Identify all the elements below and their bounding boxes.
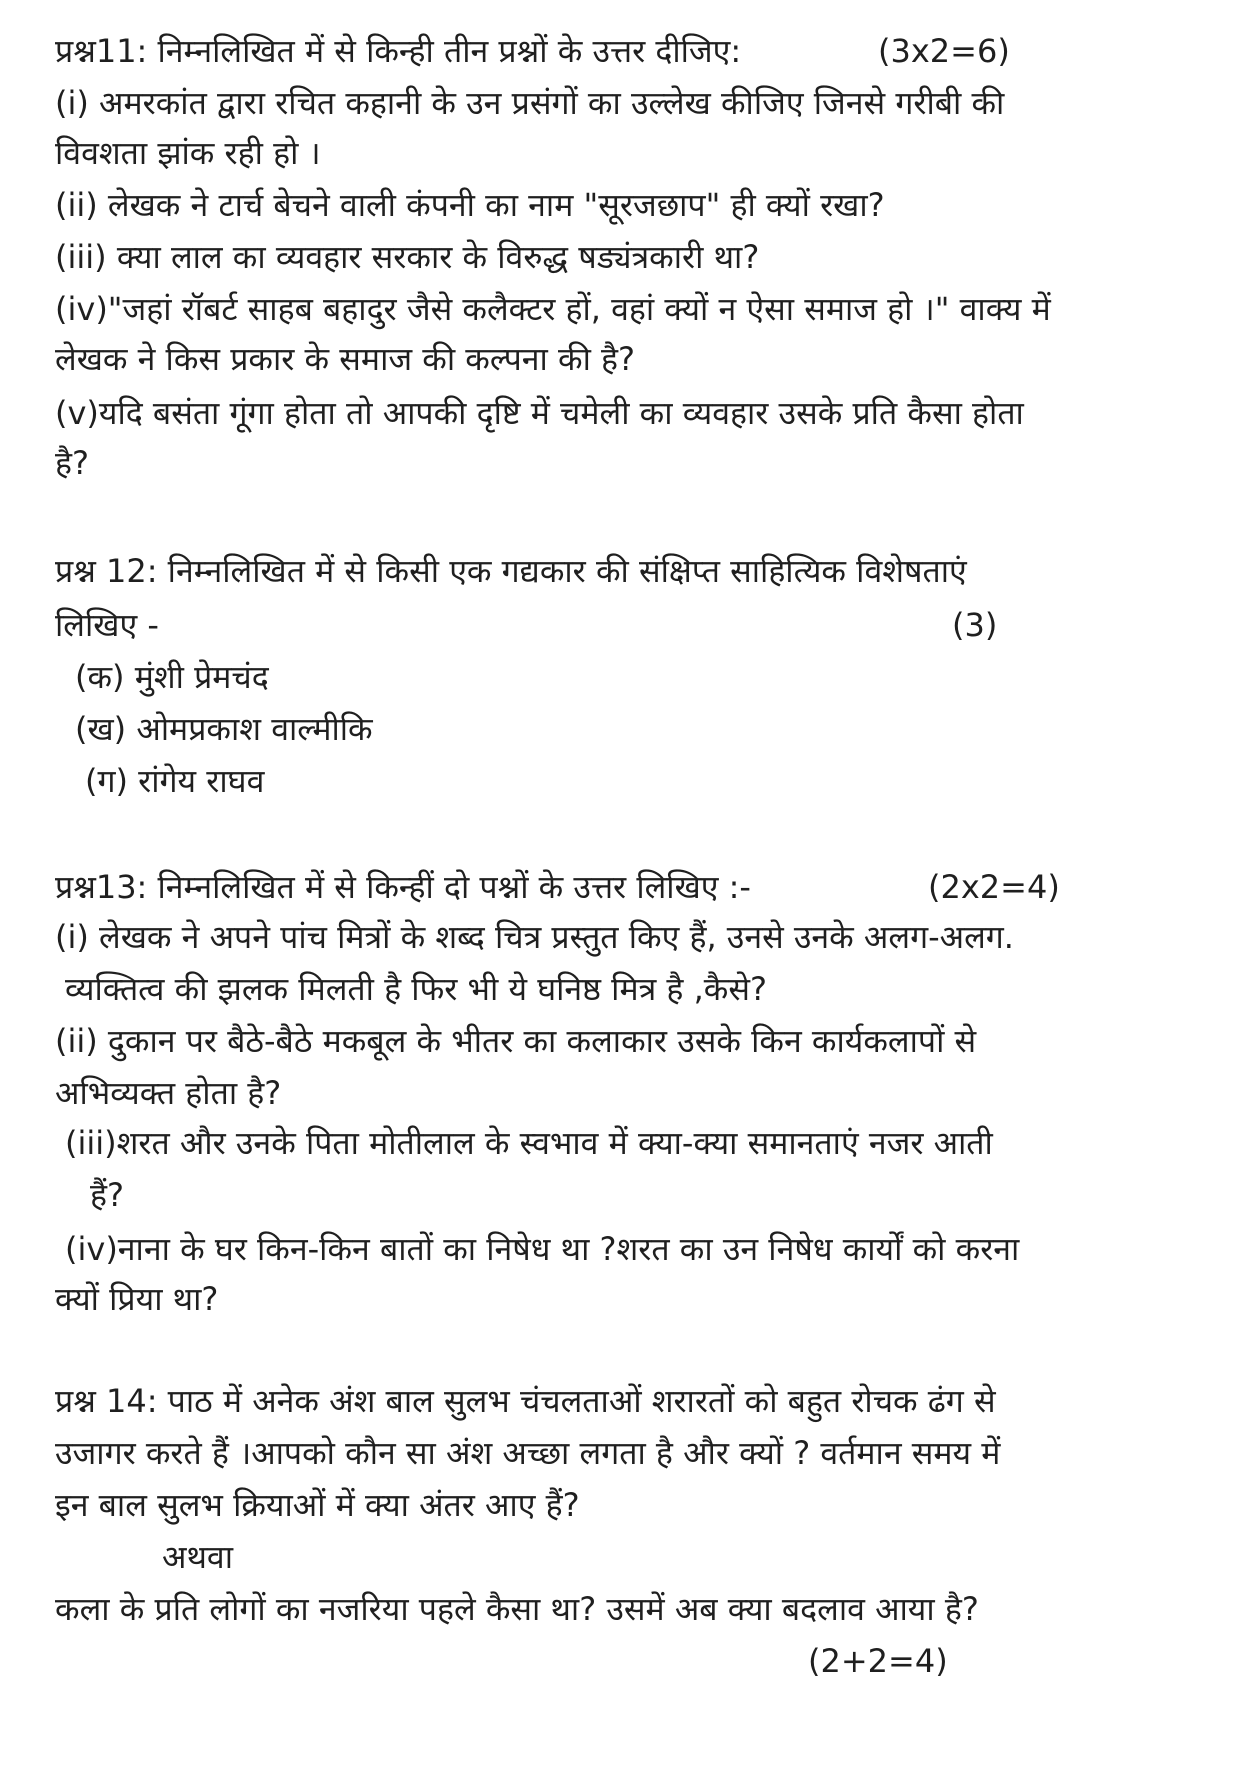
q11-item-i-line1: (i) अमरकांत द्वारा रचित कहानी के उन प्रसंगों का उल्लेख कीजिए जिनसे गरीबी की <box>55 84 1005 122</box>
q12-option-kha: (ख) ओमप्रकाश वाल्मीकि <box>75 710 373 748</box>
q11-item-iv-line1: (iv)"जहां रॉबर्ट साहब बहादुर जैसे कलैक्टर हों, वहां क्यों न ऐसा समाज हो ।" वाक्य में <box>55 290 1051 328</box>
q13-item-i-line1: (i) लेखक ने अपने पांच मित्रों के शब्द चित्र प्रस्तुत किए हैं, उनसे उनके अलग-अलग. <box>55 918 1014 956</box>
q13-marks: (2x2=4) <box>928 868 1060 906</box>
q12-title-line1: प्रश्न 12: निम्नलिखित में से किसी एक गद्यकार की संक्षिप्त साहित्यिक विशेषताएं <box>55 552 967 590</box>
q12-title-line2: लिखिए - <box>55 606 159 644</box>
q11-item-ii: (ii) लेखक ने टार्च बेचने वाली कंपनी का नाम "सूरजछाप" ही क्यों रखा? <box>55 186 885 224</box>
q14-or: अथवा <box>162 1538 233 1576</box>
q14-line2: उजागर करते हैं ।आपको कौन सा अंश अच्छा लगता है और क्यों ? वर्तमान समय में <box>55 1434 1001 1472</box>
q13-item-iv-line2: क्यों प्रिया था? <box>55 1280 219 1318</box>
q12-option-ga: (ग) रांगेय राघव <box>85 762 265 800</box>
q13-item-iii-line2: हैं? <box>90 1176 124 1214</box>
q14-line3: इन बाल सुलभ क्रियाओं में क्या अंतर आए हैं? <box>55 1486 580 1524</box>
q12-option-ka: (क) मुंशी प्रेमचंद <box>75 658 269 696</box>
q11-item-v-line1: (v)यदि बसंता गूंगा होता तो आपकी दृष्टि में चमेली का व्यवहार उसके प्रति कैसा होता <box>55 394 1024 432</box>
q13-item-iv-line1: (iv)नाना के घर किन-किन बातों का निषेध था ?शरत का उन निषेध कार्यों को करना <box>65 1230 1020 1268</box>
q11-marks: (3x2=6) <box>878 32 1010 70</box>
q13-item-ii-line2: अभिव्यक्त होता है? <box>55 1074 282 1112</box>
q14-alt-question: कला के प्रति लोगों का नजरिया पहले कैसा था? उसमें अब क्या बदलाव आया है? <box>55 1590 979 1628</box>
q11-item-v-line2: है? <box>55 444 89 482</box>
q11-item-iii: (iii) क्या लाल का व्यवहार सरकार के विरुद्ध षड्यंत्रकारी था? <box>55 238 760 276</box>
q11-title: प्रश्न11: निम्नलिखित में से किन्ही तीन प्रश्नों के उत्तर दीजिए: <box>55 32 742 70</box>
q14-line1: प्रश्न 14: पाठ में अनेक अंश बाल सुलभ चंचलताओं शरारतों को बहुत रोचक ढंग से <box>55 1382 996 1420</box>
q13-item-i-line2: व्यक्तित्व की झलक मिलती है फिर भी ये घनिष्ठ मित्र है ,कैसे? <box>65 970 767 1008</box>
q11-item-i-line2: विवशता झांक रही हो । <box>55 134 321 172</box>
q11-item-iv-line2: लेखक ने किस प्रकार के समाज की कल्पना की है? <box>55 340 636 378</box>
q12-marks: (3) <box>952 606 998 644</box>
q13-item-ii-line1: (ii) दुकान पर बैठे-बैठे मकबूल के भीतर का कलाकार उसके किन कार्यकलापों से <box>55 1022 977 1060</box>
q14-marks: (2+2=4) <box>808 1642 948 1680</box>
q13-title: प्रश्न13: निम्नलिखित में से किन्हीं दो पश्नों के उत्तर लिखिए :- <box>55 868 751 906</box>
q13-item-iii-line1: (iii)शरत और उनके पिता मोतीलाल के स्वभाव में क्या-क्या समानताएं नजर आती <box>65 1124 993 1162</box>
